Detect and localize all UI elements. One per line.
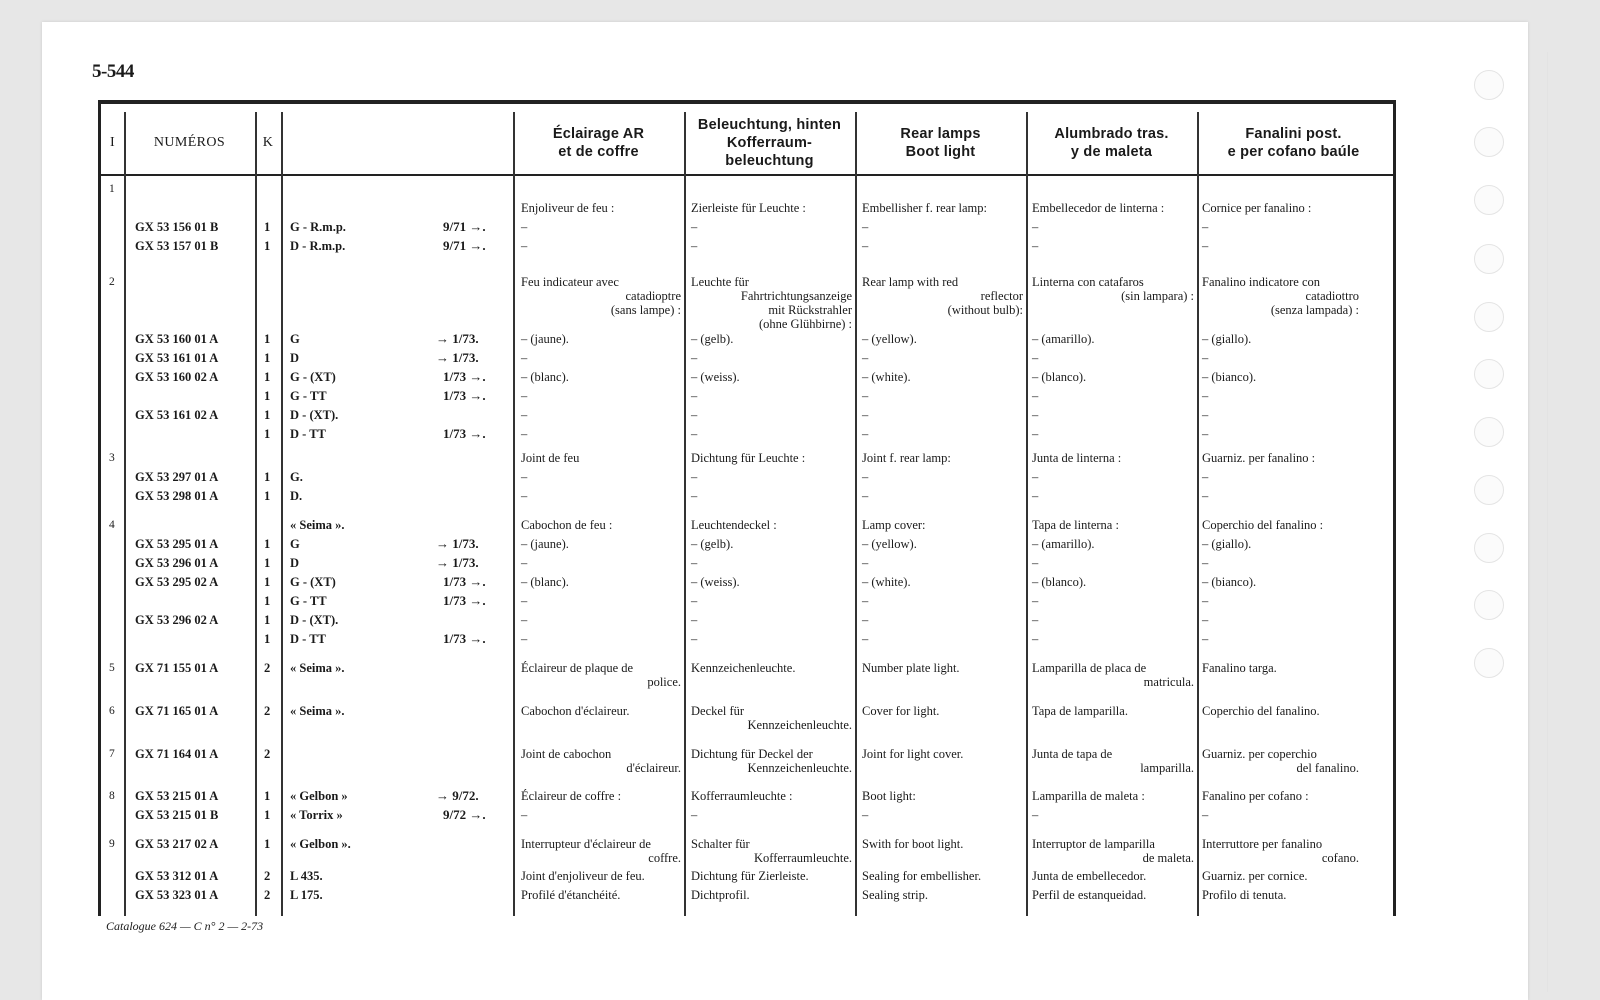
cell-italian: – [1202, 427, 1209, 441]
variant-description: D [290, 351, 300, 365]
cell-german: – [691, 427, 698, 441]
cell-spanish: – [1032, 389, 1039, 403]
cell-italian: – [1202, 489, 1209, 503]
cell-german: – [691, 220, 698, 234]
quantity-k: 2 [264, 869, 271, 883]
cell-english: – [862, 351, 869, 365]
variant-description: « Gelbon » [290, 789, 348, 803]
cell-italian: – [1202, 470, 1209, 484]
binding-margin-line [1547, 52, 1548, 992]
quantity-k: 2 [264, 888, 271, 902]
part-number: GX 53 157 01 B [135, 239, 219, 253]
cell-english: Sealing for embellisher. [862, 869, 982, 883]
quantity-k: 1 [264, 332, 271, 346]
column-divider [124, 112, 126, 916]
cell-spanish: – [1032, 613, 1039, 627]
cell-french: Cabochon d'éclaireur. [521, 704, 630, 718]
cell-english: – [862, 220, 869, 234]
cell-german: – [691, 613, 698, 627]
binder-hole [1474, 648, 1504, 678]
cell-german: Kennzeichenleuchte. [691, 661, 796, 675]
cell-french: Interrupteur d'éclaireur de coffre. [521, 837, 681, 865]
validity-arrow: 1/73 →. [443, 593, 486, 608]
group-index: 7 [109, 748, 115, 760]
validity-arrow: 1/73 →. [443, 426, 486, 441]
cell-german: – (weiss). [691, 370, 740, 384]
binder-hole [1474, 417, 1504, 447]
cell-italian: – [1202, 613, 1209, 627]
variant-description: D - TT [290, 632, 326, 646]
cell-italian: Guarniz. per fanalino : [1202, 451, 1316, 465]
cell-italian: – (bianco). [1202, 575, 1257, 589]
cell-english: – [862, 470, 869, 484]
cell-english: – [862, 239, 869, 253]
quantity-k: 1 [264, 789, 271, 803]
cell-english: Number plate light. [862, 661, 960, 675]
cell-german: Leuchtendeckel : [691, 518, 777, 532]
validity-arrow: 9/72 →. [443, 807, 486, 822]
header-index: I [109, 135, 116, 150]
validity-arrow: → 1/73. [436, 350, 479, 365]
cell-french: Feu indicateur avec catadioptre (sans lampe) : [521, 275, 681, 317]
variant-description: G - R.m.p. [290, 220, 346, 234]
cell-german: Dichtung für Leuchte : [691, 451, 806, 465]
group-index: 1 [109, 183, 115, 195]
variant-description: G - TT [290, 594, 327, 608]
group-index: 5 [109, 662, 115, 674]
group-index: 2 [109, 276, 115, 288]
quantity-k: 1 [264, 239, 271, 253]
cell-german: – [691, 594, 698, 608]
cell-german: Kofferraumleuchte : [691, 789, 793, 803]
binder-holes [1474, 57, 1510, 717]
part-number: GX 53 298 01 A [135, 489, 219, 503]
validity-arrow: 1/73 →. [443, 631, 486, 646]
variant-description: « Seima ». [290, 704, 345, 718]
cell-spanish: – [1032, 427, 1039, 441]
cell-italian: – [1202, 632, 1209, 646]
binder-hole [1474, 70, 1504, 100]
cell-spanish: – [1032, 470, 1039, 484]
variant-description: G. [290, 470, 303, 484]
cell-english: – [862, 556, 869, 570]
cell-english: – (yellow). [862, 537, 917, 551]
cell-italian: – (bianco). [1202, 370, 1257, 384]
cell-french: Joint de cabochon d'éclaireur. [521, 747, 681, 775]
cell-german: – [691, 556, 698, 570]
part-number: GX 71 165 01 A [135, 704, 219, 718]
cell-italian: – [1202, 408, 1209, 422]
cell-english: – (yellow). [862, 332, 917, 346]
variant-description: D - (XT). [290, 408, 339, 422]
cell-german: – [691, 489, 698, 503]
cell-german: Leuchte für Fahrtrichtungsanzeige mit Rückstrahler (ohne Glühbirne) : [691, 275, 852, 331]
cell-french: Joint de feu [521, 451, 580, 465]
cell-german: – [691, 239, 698, 253]
cell-italian: – [1202, 556, 1209, 570]
cell-french: Cabochon de feu : [521, 518, 613, 532]
cell-german: Dichtung für Zierleiste. [691, 869, 809, 883]
validity-arrow: 1/73 →. [443, 574, 486, 589]
quantity-k: 1 [264, 808, 271, 822]
cell-french: – [521, 632, 528, 646]
cell-italian: Guarniz. per coperchio del fanalino. [1202, 747, 1359, 775]
binder-hole [1474, 185, 1504, 215]
quantity-k: 1 [264, 613, 271, 627]
cell-english: Joint for light cover. [862, 747, 964, 761]
part-number: GX 71 155 01 A [135, 661, 219, 675]
cell-english: Sealing strip. [862, 888, 928, 902]
variant-description: D [290, 556, 300, 570]
cell-german: – (gelb). [691, 537, 734, 551]
variant-description: « Torrix » [290, 808, 343, 822]
cell-french: Joint d'enjoliveur de feu. [521, 869, 645, 883]
quantity-k: 1 [264, 575, 271, 589]
variant-description: D - (XT). [290, 613, 339, 627]
cell-english: – [862, 808, 869, 822]
variant-description: D. [290, 489, 303, 503]
cell-italian: – [1202, 389, 1209, 403]
cell-french: – [521, 408, 528, 422]
part-number: GX 53 297 01 A [135, 470, 219, 484]
cell-english: Rear lamp with red reflector (without bulb): [862, 275, 1023, 317]
cell-german: – [691, 632, 698, 646]
cell-italian: – (giallo). [1202, 332, 1252, 346]
cell-german: – [691, 389, 698, 403]
cell-english: Joint f. rear lamp: [862, 451, 951, 465]
column-divider [1026, 112, 1028, 916]
group-index: 4 [109, 519, 115, 531]
quantity-k: 1 [264, 351, 271, 365]
variant-description: « Seima ». [290, 661, 345, 675]
quantity-k: 1 [264, 837, 271, 851]
variant-description: G [290, 537, 300, 551]
cell-english: – [862, 389, 869, 403]
cell-german: Zierleiste für Leuchte : [691, 201, 806, 215]
cell-spanish: – [1032, 351, 1039, 365]
header-german: Beleuchtung, hinten Kofferraum- beleuchtung [697, 117, 842, 169]
cell-english: Embellisher f. rear lamp: [862, 201, 987, 215]
group-index: 3 [109, 452, 115, 464]
part-number: GX 53 312 01 A [135, 869, 219, 883]
header-english: Rear lamps Boot light [900, 126, 981, 160]
cell-spanish: Perfil de estanqueidad. [1032, 888, 1147, 902]
quantity-k: 1 [264, 427, 271, 441]
part-number: GX 53 215 01 A [135, 789, 219, 803]
cell-german: – [691, 351, 698, 365]
column-divider [255, 112, 257, 916]
cell-italian: Coperchio del fanalino. [1202, 704, 1320, 718]
variant-description: G - (XT) [290, 575, 336, 589]
cell-french: – (blanc). [521, 370, 569, 384]
page-number: 5-544 [92, 61, 134, 82]
validity-arrow: → 1/73. [436, 331, 479, 346]
cell-french: Profilé d'étanchéité. [521, 888, 621, 902]
binder-hole [1474, 533, 1504, 563]
cell-italian: – [1202, 239, 1209, 253]
part-number: GX 53 323 01 A [135, 888, 219, 902]
quantity-k: 1 [264, 594, 271, 608]
parts-table [98, 100, 1396, 916]
quantity-k: 1 [264, 370, 271, 384]
quantity-k: 1 [264, 220, 271, 234]
cell-english: – (white). [862, 370, 911, 384]
cell-french: – [521, 556, 528, 570]
header-k: K [262, 135, 274, 150]
cell-english: – [862, 427, 869, 441]
cell-french: – [521, 470, 528, 484]
column-divider [513, 112, 515, 916]
cell-spanish: Interruptor de lamparilla de maleta. [1032, 837, 1194, 865]
cell-italian: Fanalino per cofano : [1202, 789, 1309, 803]
quantity-k: 2 [264, 704, 271, 718]
variant-description: L 175. [290, 888, 323, 902]
cell-french: Éclaireur de coffre : [521, 789, 622, 803]
variant-description: « Gelbon ». [290, 837, 351, 851]
cell-spanish: – [1032, 594, 1039, 608]
cell-german: Dichtprofil. [691, 888, 750, 902]
cell-italian: – [1202, 220, 1209, 234]
variant-description: G [290, 332, 300, 346]
cell-spanish: – [1032, 808, 1039, 822]
part-number: GX 53 295 01 A [135, 537, 219, 551]
binder-hole [1474, 302, 1504, 332]
cell-spanish: – (blanco). [1032, 575, 1087, 589]
catalogue-footer: Catalogue 624 — C n° 2 — 2-73 [106, 919, 264, 933]
part-number: GX 53 160 01 A [135, 332, 219, 346]
binder-hole [1474, 590, 1504, 620]
cell-spanish: Junta de embellecedor. [1032, 869, 1147, 883]
column-divider [684, 112, 686, 916]
cell-german: – (gelb). [691, 332, 734, 346]
part-number: GX 53 161 01 A [135, 351, 219, 365]
cell-french: Éclaireur de plaque de police. [521, 661, 681, 689]
cell-german: – [691, 408, 698, 422]
cell-french: – [521, 427, 528, 441]
cell-french: Enjoliveur de feu : [521, 201, 615, 215]
column-divider [281, 112, 283, 916]
variant-description: G - TT [290, 389, 327, 403]
cell-italian: Cornice per fanalino : [1202, 201, 1312, 215]
cell-italian: Guarniz. per cornice. [1202, 869, 1308, 883]
validity-arrow: 1/73 →. [443, 369, 486, 384]
cell-english: Boot light: [862, 789, 916, 803]
cell-spanish: Linterna con catafaros (sin lampara) : [1032, 275, 1194, 303]
binder-hole [1474, 475, 1504, 505]
cell-spanish: Tapa de lamparilla. [1032, 704, 1128, 718]
validity-arrow: 9/71 →. [443, 238, 486, 253]
quantity-k: 1 [264, 489, 271, 503]
cell-english: Cover for light. [862, 704, 940, 718]
cell-spanish: Junta de tapa de lamparilla. [1032, 747, 1194, 775]
cell-english: Swith for boot light. [862, 837, 964, 851]
group-index: 9 [109, 838, 115, 850]
header-french: Éclairage AR et de coffre [552, 126, 645, 160]
cell-spanish: Lamparilla de maleta : [1032, 789, 1145, 803]
cell-german: – [691, 808, 698, 822]
cell-french: – [521, 220, 528, 234]
cell-italian: Fanalino targa. [1202, 661, 1277, 675]
cell-spanish: Embellecedor de linterna : [1032, 201, 1165, 215]
validity-arrow: → 9/72. [436, 788, 479, 803]
cell-italian: – [1202, 808, 1209, 822]
part-number: GX 53 296 01 A [135, 556, 219, 570]
part-number: GX 53 215 01 B [135, 808, 219, 822]
header-spanish: Alumbrado tras. y de maleta [1054, 126, 1169, 160]
quantity-k: 1 [264, 556, 271, 570]
group-index: 6 [109, 705, 115, 717]
cell-spanish: – [1032, 632, 1039, 646]
cell-german: Deckel für Kennzeichenleuchte. [691, 704, 852, 732]
cell-spanish: – [1032, 556, 1039, 570]
cell-italian: Fanalino indicatore con catadiottro (senza lampada) : [1202, 275, 1359, 317]
validity-arrow: 9/71 →. [443, 219, 486, 234]
cell-french: – [521, 594, 528, 608]
quantity-k: 1 [264, 632, 271, 646]
cell-french: – [521, 613, 528, 627]
column-divider [855, 112, 857, 916]
quantity-k: 1 [264, 408, 271, 422]
binder-hole [1474, 244, 1504, 274]
cell-french: – (jaune). [521, 537, 569, 551]
cell-french: – (jaune). [521, 332, 569, 346]
cell-spanish: Lamparilla de placa de matricula. [1032, 661, 1194, 689]
cell-italian: Coperchio del fanalino : [1202, 518, 1324, 532]
cell-spanish: – [1032, 489, 1039, 503]
group-index: 8 [109, 790, 115, 802]
part-number: GX 53 161 02 A [135, 408, 219, 422]
cell-english: – [862, 613, 869, 627]
cell-german: – (weiss). [691, 575, 740, 589]
cell-spanish: – [1032, 239, 1039, 253]
part-number: GX 71 164 01 A [135, 747, 219, 761]
header-italian: Fanalini post. e per cofano baúle [1227, 126, 1360, 160]
cell-french: – [521, 808, 528, 822]
quantity-k: 1 [264, 470, 271, 484]
cell-french: – [521, 389, 528, 403]
cell-spanish: – [1032, 408, 1039, 422]
part-number: GX 53 217 02 A [135, 837, 219, 851]
header-numbers: NUMÉROS [153, 135, 226, 150]
binder-hole [1474, 127, 1504, 157]
cell-french: – [521, 489, 528, 503]
cell-english: – [862, 489, 869, 503]
cell-english: Lamp cover: [862, 518, 926, 532]
validity-arrow: → 1/73. [436, 536, 479, 551]
cell-spanish: – [1032, 220, 1039, 234]
cell-italian: – (giallo). [1202, 537, 1252, 551]
variant-description: D - TT [290, 427, 326, 441]
quantity-k: 2 [264, 661, 271, 675]
header-rule [101, 174, 1393, 176]
cell-french: – [521, 239, 528, 253]
quantity-k: 2 [264, 747, 271, 761]
part-number: GX 53 295 02 A [135, 575, 219, 589]
column-divider [1197, 112, 1199, 916]
part-number: GX 53 156 01 B [135, 220, 219, 234]
quantity-k: 1 [264, 389, 271, 403]
cell-spanish: Tapa de linterna : [1032, 518, 1119, 532]
part-number: GX 53 296 02 A [135, 613, 219, 627]
cell-german: Schalter für Kofferraumleuchte. [691, 837, 852, 865]
cell-french: – [521, 351, 528, 365]
cell-italian: – [1202, 351, 1209, 365]
cell-spanish: – (amarillo). [1032, 332, 1095, 346]
cell-english: – [862, 594, 869, 608]
quantity-k: 1 [264, 537, 271, 551]
cell-english: – [862, 408, 869, 422]
validity-arrow: → 1/73. [436, 555, 479, 570]
cell-italian: Profilo di tenuta. [1202, 888, 1287, 902]
variant-description: G - (XT) [290, 370, 336, 384]
cell-spanish: Junta de linterna : [1032, 451, 1122, 465]
validity-arrow: 1/73 →. [443, 388, 486, 403]
variant-description: « Seima ». [290, 518, 345, 532]
cell-spanish: – (amarillo). [1032, 537, 1095, 551]
cell-italian: – [1202, 594, 1209, 608]
binder-hole [1474, 359, 1504, 389]
cell-spanish: – (blanco). [1032, 370, 1087, 384]
cell-italian: Interruttore per fanalino cofano. [1202, 837, 1359, 865]
cell-german: – [691, 470, 698, 484]
cell-french: – (blanc). [521, 575, 569, 589]
cell-english: – [862, 632, 869, 646]
cell-german: Dichtung für Deckel der Kennzeichenleuchte. [691, 747, 852, 775]
variant-description: D - R.m.p. [290, 239, 346, 253]
cell-english: – (white). [862, 575, 911, 589]
part-number: GX 53 160 02 A [135, 370, 219, 384]
variant-description: L 435. [290, 869, 323, 883]
